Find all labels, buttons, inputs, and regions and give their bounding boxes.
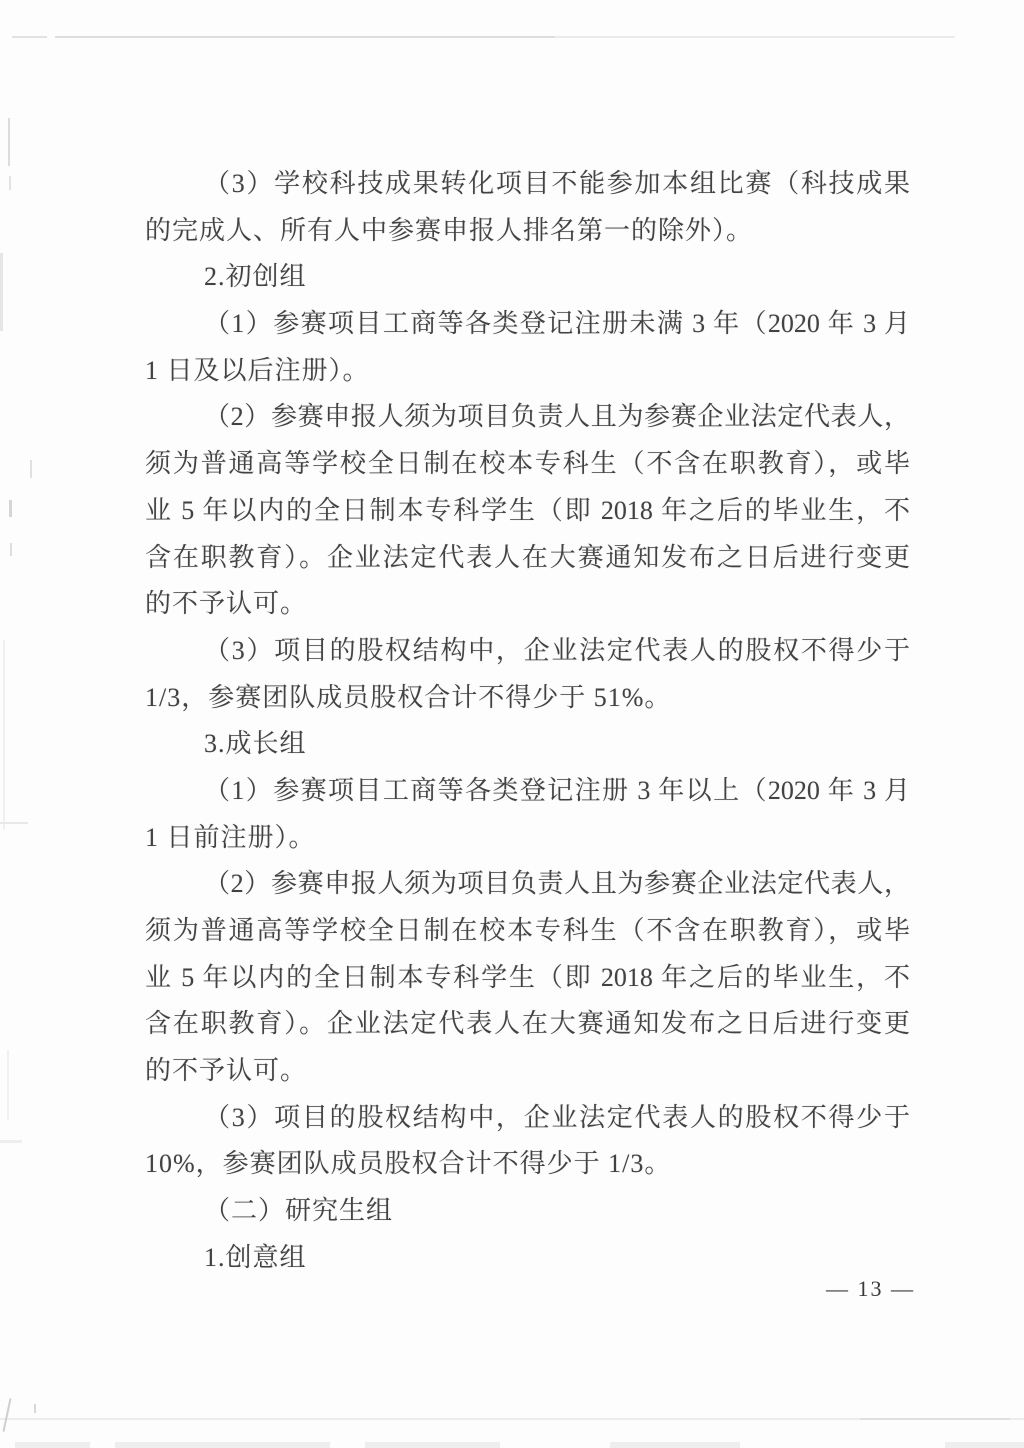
scan-artifact (7, 1050, 9, 1120)
scan-artifact (860, 1418, 1010, 1420)
text-line: 含在职教育）。企业法定代表人在大赛通知发布之日后进行变更 (145, 542, 910, 572)
scan-artifact (0, 253, 3, 331)
scan-artifact (610, 1442, 740, 1448)
text-line: （3）项目的股权结构中，企业法定代表人的股权不得少于 (204, 635, 910, 665)
scan-artifact (55, 36, 555, 38)
page-number: — 13 — (826, 1276, 915, 1301)
scan-artifact (2, 1398, 11, 1432)
text-line: 的不予认可。 (145, 1056, 308, 1086)
text-line: 的完成人、所有人中参赛申报人排名第一的除外）。 (145, 215, 754, 245)
scan-artifact (10, 543, 12, 556)
scan-artifact (12, 36, 47, 38)
text-line: 须为普通高等学校全日制在校本专科生（不含在职教育），或毕 (145, 449, 910, 479)
scan-artifact (945, 1442, 1024, 1448)
document-body (145, 161, 910, 1282)
text-line: 的不予认可。 (145, 589, 308, 619)
text-line: （3）学校科技成果转化项目不能参加本组比赛（科技成果 (204, 169, 910, 198)
text-line: 10%，参赛团队成员股权合计不得少于 1/3。 (145, 1149, 672, 1179)
scan-artifact (34, 1404, 36, 1413)
scan-artifact (15, 1442, 90, 1448)
scan-artifact (0, 822, 28, 824)
scan-artifact (3, 640, 5, 830)
scan-artifact (365, 1442, 500, 1448)
text-line: 业 5 年以内的全日制本专科学生（即 2018 年之后的毕业生，不 (145, 962, 910, 992)
scan-artifact (0, 1140, 22, 1143)
text-line: （1）参赛项目工商等各类登记注册未满 3 年（2020 年 3 月 (204, 309, 910, 339)
scan-artifact (115, 1442, 330, 1448)
scan-artifact (30, 460, 32, 478)
text-line: （2）参赛申报人须为项目负责人且为参赛企业法定代表人， (204, 402, 910, 432)
scan-artifact (9, 176, 11, 190)
scan-artifact (8, 118, 10, 166)
text-line: 含在职教育）。企业法定代表人在大赛通知发布之日后进行变更 (145, 1009, 910, 1039)
section-heading: 1.创意组 (204, 1242, 307, 1272)
text-line: 1/3，参赛团队成员股权合计不得少于 51%。 (145, 682, 672, 712)
section-heading: 2.初创组 (204, 262, 307, 292)
text-line: （1）参赛项目工商等各类登记注册 3 年以上（2020 年 3 月 (204, 775, 910, 805)
text-line: （2）参赛申报人须为项目负责人且为参赛企业法定代表人， (204, 869, 910, 899)
text-line: 1 日前注册）。 (145, 822, 316, 852)
scan-artifact (0, 1418, 1024, 1420)
section-heading: （二）研究生组 (204, 1196, 394, 1226)
section-heading: 3.成长组 (204, 729, 307, 759)
text-line: 业 5 年以内的全日制本专科学生（即 2018 年之后的毕业生，不 (145, 495, 910, 525)
scan-artifact (555, 36, 955, 38)
text-line: 1 日及以后注册）。 (145, 355, 370, 385)
scan-artifact (9, 500, 12, 517)
text-line: （3）项目的股权结构中，企业法定代表人的股权不得少于 (204, 1102, 910, 1132)
text-line: 须为普通高等学校全日制在校本专科生（不含在职教育），或毕 (145, 916, 910, 945)
